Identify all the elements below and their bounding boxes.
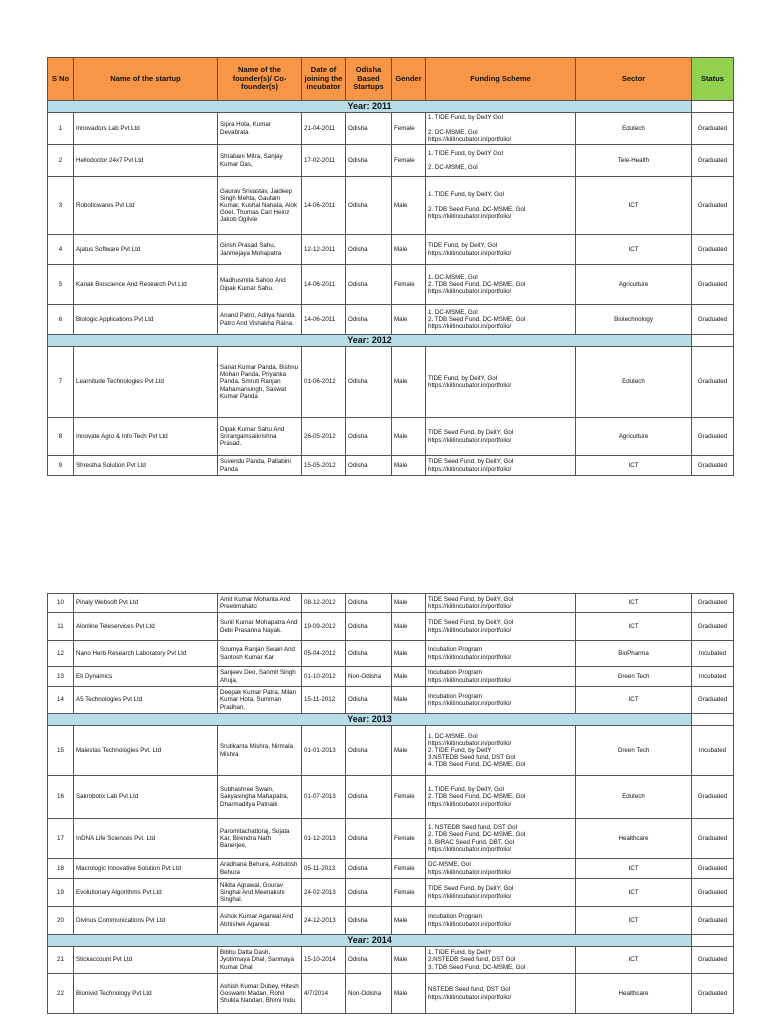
cell-gender: Female: [392, 265, 426, 305]
cell-gender: Male: [392, 347, 426, 418]
cell-funding-scheme: 1. TIDE Fund, by DeitY 2.NSTEDB Seed fund, DST GoI 3. TDB Seed Fund, DC-MSME, GoI: [426, 947, 576, 974]
cell-funding-scheme: Incubation Program https://kiitincubator.in/portfolio/: [426, 667, 576, 687]
cell-odisha-based: Non-Odisha: [346, 974, 392, 1014]
cell-joining-date: 17-02-2011: [302, 145, 346, 177]
cell-joining-date: 21-04-2011: [302, 113, 346, 145]
cell-status: Graduated: [692, 974, 734, 1014]
cell-gender: Male: [392, 613, 426, 641]
table-body-page-2: [48, 594, 734, 1014]
table-row: [48, 265, 734, 305]
cell-funding-scheme: TIDE Seed Fund, by DeitY, GoI https://kiitincubator.in/portfolio/: [426, 456, 576, 476]
table-row: [48, 177, 734, 235]
cell-status: Graduated: [692, 687, 734, 714]
cell-sno: 6: [48, 305, 74, 335]
table-body-page-1: [48, 101, 734, 476]
cell-startup-name: Maiestas Technologies Pvt. Ltd: [74, 726, 218, 776]
cell-sno: 14: [48, 687, 74, 714]
cell-startup-name: Eti Dynamics: [74, 667, 218, 687]
table-row: [48, 667, 734, 687]
cell-startup-name: Kanak Bioscience And Research Pvt Ltd: [74, 265, 218, 305]
cell-funding-scheme: NSTEDB Seed fund, DST GoI https://kiitincubator.in/portfolio/: [426, 974, 576, 1014]
cell-status: Graduated: [692, 418, 734, 456]
cell-gender: Male: [392, 418, 426, 456]
cell-sector: ICT: [576, 235, 692, 265]
cell-odisha-based: Non-Odisha: [346, 667, 392, 687]
cell-founders: Bibhu Datta Dash, Jyotirmaya Dhal, Sanmaya Kumar Dhal: [218, 947, 302, 974]
cell-gender: Male: [392, 641, 426, 667]
table-row: [48, 859, 734, 879]
cell-odisha-based: Odisha: [346, 613, 392, 641]
cell-sector: Biotechnology: [576, 305, 692, 335]
cell-gender: Female: [392, 776, 426, 819]
cell-sector: BioPharma: [576, 641, 692, 667]
cell-founders: Shrabani Mitra, Sanjay Kumar Das,: [218, 145, 302, 177]
cell-joining-date: 01-10-2012: [302, 667, 346, 687]
cell-odisha-based: Odisha: [346, 687, 392, 714]
cell-status: Graduated: [692, 265, 734, 305]
cell-sector: Edutech: [576, 776, 692, 819]
year-row-blank-cell: [692, 101, 734, 113]
cell-funding-scheme: 1. TIDE Fund, by DeitY GoI 2. DC-MSME, GoI: [426, 145, 576, 177]
cell-joining-date: 05-11-2013: [302, 859, 346, 879]
cell-founders: Sanjeev Deo, Sanmit Singh Ahuja,: [218, 667, 302, 687]
cell-startup-name: Pinaly Websoft Pvt Ltd: [74, 594, 218, 613]
cell-funding-scheme: 1. DC-MSME, GoI https://kiitincubator.in/portfolio/ 2. TIDE Fund, by DeitY 3.NSTEDB Seed fund, DST GoI 4. TDB Seed Fund, DC-MSME, GoI: [426, 726, 576, 776]
cell-odisha-based: Odisha: [346, 347, 392, 418]
cell-sno: 8: [48, 418, 74, 456]
cell-sno: 13: [48, 667, 74, 687]
cell-joining-date: 19-09-2012: [302, 613, 346, 641]
cell-startup-name: Shrestha Solution Pvt Ltd: [74, 456, 218, 476]
cell-joining-date: 12-12-2011: [302, 235, 346, 265]
cell-sno: 22: [48, 974, 74, 1014]
table-row: [48, 305, 734, 335]
cell-joining-date: 01-12-2013: [302, 819, 346, 859]
cell-joining-date: 15-05-2012: [302, 456, 346, 476]
cell-sno: 3: [48, 177, 74, 235]
table-row: [48, 726, 734, 776]
cell-gender: Male: [392, 177, 426, 235]
cell-sector: ICT: [576, 859, 692, 879]
cell-sno: 5: [48, 265, 74, 305]
year-section-row: [48, 335, 734, 347]
table-row: [48, 947, 734, 974]
cell-joining-date: 15-11-2012: [302, 687, 346, 714]
cell-odisha-based: Odisha: [346, 177, 392, 235]
cell-gender: Male: [392, 305, 426, 335]
cell-gender: Female: [392, 819, 426, 859]
cell-founders: Subhashree Swain, Sakyasingha Mahapatra, Dharmaditya Patnaik: [218, 776, 302, 819]
cell-startup-name: Macrologic Innovative Solution Pvt Ltd: [74, 859, 218, 879]
year-row-blank-cell: [692, 335, 734, 347]
cell-founders: Aradhana Behura, Ashutosh Behura: [218, 859, 302, 879]
table-row: [48, 235, 734, 265]
cell-sector: Agriculture: [576, 265, 692, 305]
cell-founders: Madhusmita Sahoo And Dipak Kumar Sahu.: [218, 265, 302, 305]
cell-startup-name: A5 Technologies Pvt Ltd: [74, 687, 218, 714]
header-founders: Name of the founder(s)/ Co-founder(s): [218, 58, 302, 101]
cell-sector: Healthcare: [576, 819, 692, 859]
cell-gender: Male: [392, 687, 426, 714]
table-row: [48, 879, 734, 907]
cell-gender: Female: [392, 113, 426, 145]
cell-startup-name: Alonline Teleservices Pvt Ltd: [74, 613, 218, 641]
cell-startup-name: Learnitude Technologies Pvt Ltd: [74, 347, 218, 418]
table-row: [48, 145, 734, 177]
cell-sno: 21: [48, 947, 74, 974]
cell-sector: Edutech: [576, 347, 692, 418]
cell-sector: ICT: [576, 879, 692, 907]
cell-sno: 16: [48, 776, 74, 819]
cell-joining-date: 14-06-2011: [302, 265, 346, 305]
cell-odisha-based: Odisha: [346, 879, 392, 907]
cell-gender: Female: [392, 859, 426, 879]
cell-joining-date: 01-06-2012: [302, 347, 346, 418]
cell-funding-scheme: 1. TIDE Fund, by DeitY, GoI 2. TDB Seed Fund, DC-MSME, GoI https://kiitincubator.in/portfolio/: [426, 177, 576, 235]
cell-funding-scheme: Incubation Program https://kiitincubator.in/portfolio/: [426, 641, 576, 667]
cell-status: Graduated: [692, 613, 734, 641]
cell-sector: Green Tech: [576, 726, 692, 776]
year-row-blank-cell: [692, 714, 734, 726]
cell-startup-name: Bionivid Technology Pvt Ltd: [74, 974, 218, 1014]
year-section-row: [48, 101, 734, 113]
cell-odisha-based: Odisha: [346, 594, 392, 613]
cell-odisha-based: Odisha: [346, 418, 392, 456]
cell-funding-scheme: 1. NSTEDB Seed fund, DST GoI 2. TDB Seed Fund, DC-MSME, GoI 3. BIRAC Seed Fund, DBT, GoI https://kiitincubator.in/portfolio/: [426, 819, 576, 859]
cell-funding-scheme: TIDE Seed Fund, by DeitY, GoI https://kiitincubator.in/portfolio/: [426, 594, 576, 613]
cell-sector: Green Tech: [576, 667, 692, 687]
cell-sno: 10: [48, 594, 74, 613]
table-row: [48, 819, 734, 859]
table-row: [48, 687, 734, 714]
cell-status: Graduated: [692, 594, 734, 613]
cell-odisha-based: Odisha: [346, 235, 392, 265]
cell-status: Graduated: [692, 859, 734, 879]
cell-funding-scheme: TIDE Fund, by DeitY, GoI https://kiitincubator.in/portfolio/: [426, 347, 576, 418]
cell-sno: 12: [48, 641, 74, 667]
year-label: Year: 2011: [48, 101, 692, 113]
year-section-row: [48, 935, 734, 947]
cell-status: Incubated: [692, 726, 734, 776]
cell-founders: Dipak Kumar Sahu And Srirangamsaikrishna Prasad.: [218, 418, 302, 456]
cell-status: Graduated: [692, 456, 734, 476]
cell-sno: 11: [48, 613, 74, 641]
startup-table-page-2: [47, 593, 734, 1014]
cell-founders: Soumya Ranjan Swain And Santosh Kumar Kar: [218, 641, 302, 667]
cell-sno: 17: [48, 819, 74, 859]
cell-sector: Agriculture: [576, 418, 692, 456]
cell-founders: Deepak Kumar Patra, Milan Kumar Hota, Summan Pradhan,: [218, 687, 302, 714]
cell-funding-scheme: DC-MSME, GoI https://kiitincubator.in/portfolio/: [426, 859, 576, 879]
cell-startup-name: Evolutionary Algorithms Pvt Ltd: [74, 879, 218, 907]
startup-table-page-1: [47, 57, 734, 476]
cell-odisha-based: Odisha: [346, 819, 392, 859]
cell-funding-scheme: TIDE Seed Fund, by DeitY, GoI https://kiitincubator.in/portfolio/: [426, 879, 576, 907]
cell-joining-date: 08-12-2012: [302, 594, 346, 613]
cell-sector: ICT: [576, 613, 692, 641]
cell-odisha-based: Odisha: [346, 726, 392, 776]
cell-gender: Male: [392, 907, 426, 935]
table-row: [48, 113, 734, 145]
cell-joining-date: 14-06-2011: [302, 177, 346, 235]
cell-gender: Female: [392, 145, 426, 177]
cell-status: Graduated: [692, 907, 734, 935]
cell-startup-name: Divinus Communications Pvt Ltd: [74, 907, 218, 935]
table-row: [48, 641, 734, 667]
cell-odisha-based: Odisha: [346, 113, 392, 145]
cell-sector: Edutech: [576, 113, 692, 145]
cell-sector: ICT: [576, 594, 692, 613]
cell-joining-date: 14-06-2011: [302, 305, 346, 335]
cell-startup-name: Stickaccount Pvt Ltd: [74, 947, 218, 974]
cell-gender: Male: [392, 974, 426, 1014]
cell-sector: Tele-Health: [576, 145, 692, 177]
cell-founders: Suvendu Panda, Pallabini Panda: [218, 456, 302, 476]
cell-gender: Male: [392, 594, 426, 613]
table-row: [48, 907, 734, 935]
cell-joining-date: 4/7/2014: [302, 974, 346, 1014]
cell-status: Graduated: [692, 879, 734, 907]
year-section-row: [48, 714, 734, 726]
cell-funding-scheme: TIDE Fund, by DeitY, GoI https://kiitincubator.in/portfolio/: [426, 235, 576, 265]
cell-sno: 1: [48, 113, 74, 145]
header-row: [48, 58, 734, 101]
cell-status: Incubated: [692, 641, 734, 667]
cell-gender: Male: [392, 947, 426, 974]
header-sno: S No: [48, 58, 74, 101]
cell-funding-scheme: 1. TIDE Fund, by DeitY, GoI 2. TDB Seed Fund, DC-MSME, GoI https://kiitincubator.in/portfolio/: [426, 776, 576, 819]
cell-joining-date: 24-02-2013: [302, 879, 346, 907]
cell-status: Graduated: [692, 347, 734, 418]
cell-joining-date: 05-04-2012: [302, 641, 346, 667]
table-row: [48, 594, 734, 613]
cell-founders: Amit Kumar Mohanta And Preetimahato: [218, 594, 302, 613]
cell-odisha-based: Odisha: [346, 265, 392, 305]
table-row: [48, 776, 734, 819]
cell-founders: Gaurav Srivastav, Jaideep Singh Mehta, Gautam Kumar, Kushal Nahata, Alok Goel, Thomas Carl Heinz Jakob Ogilvie: [218, 177, 302, 235]
header-joining-date: Date of joining the incubator: [302, 58, 346, 101]
cell-sno: 20: [48, 907, 74, 935]
table-row: [48, 974, 734, 1014]
cell-startup-name: Innovate Agro & Info Tech Pvt Ltd: [74, 418, 218, 456]
cell-funding-scheme: 1. DC-MSME, GoI 2. TDB Seed Fund, DC-MSME, GoI https://kiitincubator.in/portfolio/: [426, 305, 576, 335]
cell-founders: Sunil Kumar Mohapatra And Debi Prasanna Nayak.: [218, 613, 302, 641]
cell-founders: Paromitachattoraj, Sujata Kar, Birendra Nath Banerjee,: [218, 819, 302, 859]
table-row: [48, 347, 734, 418]
cell-funding-scheme: TIDE Seed Fund, by DeitY, GoI https://kiitincubator.in/portfolio/: [426, 613, 576, 641]
cell-funding-scheme: Incubation Program https://kiitincubator.in/portfolio/: [426, 687, 576, 714]
cell-sno: 15: [48, 726, 74, 776]
header-funding-scheme: Funding Scheme: [426, 58, 576, 101]
cell-sno: 18: [48, 859, 74, 879]
cell-founders: Anand Patro, Aditya Nanda Patro And Vishakha Raina.: [218, 305, 302, 335]
cell-joining-date: 01-07-2013: [302, 776, 346, 819]
cell-sector: ICT: [576, 177, 692, 235]
header-odisha-based: Odisha Based Startups: [346, 58, 392, 101]
cell-odisha-based: Odisha: [346, 947, 392, 974]
cell-founders: Ashok Kumar Agarwal And Abhishek Agarwal.: [218, 907, 302, 935]
cell-sector: ICT: [576, 456, 692, 476]
cell-funding-scheme: 1. DC-MSME, GoI 2. TDB Seed Fund, DC-MSME, GoI https://kiitincubator.in/portfolio/: [426, 265, 576, 305]
cell-startup-name: Roboticwares Pvt Ltd: [74, 177, 218, 235]
cell-joining-date: 24-12-2013: [302, 907, 346, 935]
header-startup-name: Name of the startup: [74, 58, 218, 101]
cell-startup-name: Ajatus Software Pvt Ltd: [74, 235, 218, 265]
cell-status: Graduated: [692, 776, 734, 819]
cell-joining-date: 01-01-2013: [302, 726, 346, 776]
cell-founders: Nikita Agrawal, Gourav Singhal And Meenakshi Singhal.: [218, 879, 302, 907]
cell-sno: 2: [48, 145, 74, 177]
cell-status: Graduated: [692, 819, 734, 859]
cell-startup-name: Biologic Applications Pvt Ltd: [74, 305, 218, 335]
cell-odisha-based: Odisha: [346, 776, 392, 819]
cell-status: Graduated: [692, 113, 734, 145]
cell-funding-scheme: TIDE Seed Fund, by DeitY, GoI https://kiitincubator.in/portfolio/: [426, 418, 576, 456]
table-row: [48, 418, 734, 456]
header-status: Status: [692, 58, 734, 101]
cell-sno: 4: [48, 235, 74, 265]
cell-sno: 19: [48, 879, 74, 907]
cell-founders: Srutikanta Mishra, Nirmala Mishra: [218, 726, 302, 776]
table-row: [48, 613, 734, 641]
year-row-blank-cell: [692, 935, 734, 947]
cell-odisha-based: Odisha: [346, 641, 392, 667]
cell-status: Graduated: [692, 235, 734, 265]
cell-status: Incubated: [692, 667, 734, 687]
cell-startup-name: Nano Herb Research Laboratory Pvt Ltd: [74, 641, 218, 667]
cell-joining-date: 15-10-2014: [302, 947, 346, 974]
cell-sector: ICT: [576, 947, 692, 974]
cell-startup-name: Sakrobotix Lab Pvt Ltd: [74, 776, 218, 819]
cell-founders: Girish Prasad Sahu, Janmejaya Mohapatra: [218, 235, 302, 265]
cell-startup-name: Hellodoctor 24x7 Pvt Ltd: [74, 145, 218, 177]
cell-funding-scheme: 1. TIDE Fund, by DeitY GoI 2. DC-MSME, GoI https://kiitincubator.in/portfolio/: [426, 113, 576, 145]
cell-odisha-based: Odisha: [346, 145, 392, 177]
cell-gender: Male: [392, 235, 426, 265]
header-gender: Gender: [392, 58, 426, 101]
cell-odisha-based: Odisha: [346, 305, 392, 335]
cell-founders: Ashish Kumar Dubey, Hitesh Goswami Madan, Rohit Shukla Nandan, Bhimi Indu: [218, 974, 302, 1014]
cell-sector: ICT: [576, 687, 692, 714]
cell-status: Graduated: [692, 145, 734, 177]
cell-sector: Healthcare: [576, 974, 692, 1014]
cell-startup-name: InDNA Life Sciences Pvt. Ltd: [74, 819, 218, 859]
cell-sno: 9: [48, 456, 74, 476]
cell-status: Graduated: [692, 305, 734, 335]
cell-odisha-based: Odisha: [346, 907, 392, 935]
year-label: Year: 2013: [48, 714, 692, 726]
cell-founders: Sanat Kumar Panda, Bishnu Mohan Panda, Priyanka Panda, Smruti Ranjan Mahamansingh, Saswat Kumar Panda: [218, 347, 302, 418]
header-sector: Sector: [576, 58, 692, 101]
cell-sno: 7: [48, 347, 74, 418]
cell-gender: Male: [392, 456, 426, 476]
year-label: Year: 2014: [48, 935, 692, 947]
cell-odisha-based: Odisha: [346, 456, 392, 476]
cell-status: Graduated: [692, 177, 734, 235]
cell-gender: Female: [392, 879, 426, 907]
cell-startup-name: Innovadors Lab Pvt Ltd: [74, 113, 218, 145]
cell-status: Graduated: [692, 947, 734, 974]
cell-joining-date: 26-05-2012: [302, 418, 346, 456]
table-row: [48, 456, 734, 476]
cell-founders: Sipra Hota, Kumar Devabrata: [218, 113, 302, 145]
cell-funding-scheme: Incubation Program https://kiitincubator.in/portfolio/: [426, 907, 576, 935]
cell-sector: ICT: [576, 907, 692, 935]
cell-odisha-based: Odisha: [346, 859, 392, 879]
cell-gender: Male: [392, 726, 426, 776]
year-label: Year: 2012: [48, 335, 692, 347]
cell-gender: Male: [392, 667, 426, 687]
